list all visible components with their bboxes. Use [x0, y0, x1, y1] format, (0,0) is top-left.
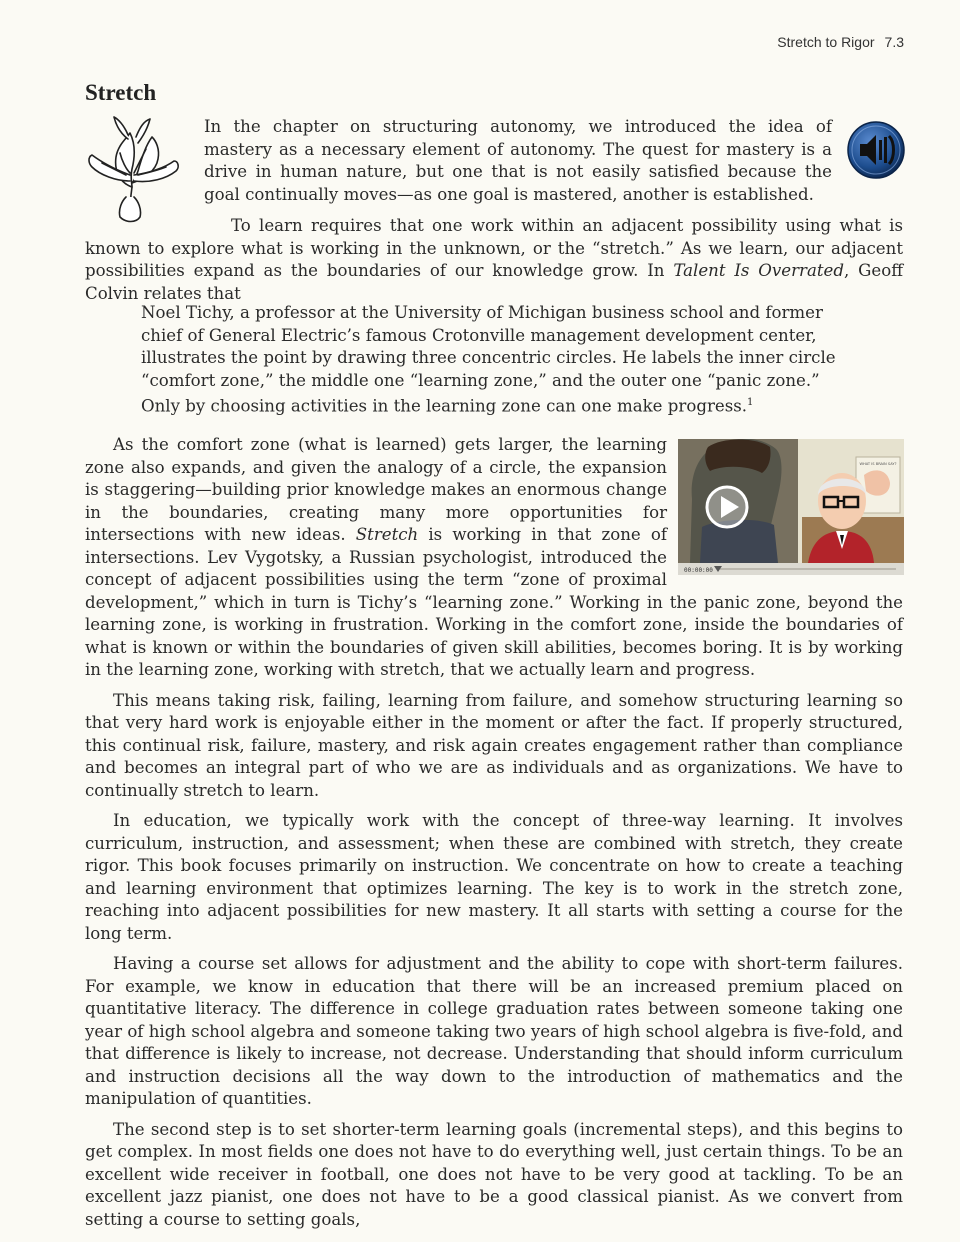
intro-paragraph: In the chapter on structuring autonomy, we introduced the idea of mastery as a necessary element of autonomy. The quest for mastery is a drive in human nature, but one that is not easily satisfied because the goal continually moves—as one goal is mastered, another is established. — [204, 117, 832, 204]
poster-sign-text: WHAT IS BRAIN SAY? — [859, 462, 897, 466]
speaker-icon[interactable] — [846, 120, 906, 180]
book-title: Talent Is Overrated — [673, 261, 844, 280]
video-timestamp: 00:00:00 — [684, 567, 713, 574]
page-number: 7.3 — [884, 34, 904, 50]
block-quote — [141, 302, 849, 418]
learn-paragraph-block — [85, 215, 903, 305]
play-icon[interactable] — [705, 485, 749, 529]
comfort-text-before: As the comfort zone (what is learned) gets larger, the learning zone also expands, and given the analogy of a circle, the expansion is staggering—building prior knowledge makes an enormous change in the boundaries, creating many more opportunities for intersections with new ideas. — [85, 435, 667, 544]
learn-paragraph — [85, 215, 903, 305]
section-title: Stretch — [85, 80, 157, 105]
video-player[interactable] — [678, 439, 904, 575]
risk-paragraph: This means taking risk, failing, learning from failure, and somehow structuring learning so that very hard work is enjoyable either in the moment or after the fact. If properly structured, this continual risk, failure, mastery, and risk again creates engagement rather than compliance and becomes an integral part of who we are as individuals and as organizations. We have to continually stretch to learn. — [85, 690, 903, 800]
running-title: Stretch to Rigor — [777, 34, 875, 50]
course-paragraph: Having a course set allows for adjustment and the ability to cope with short-term failures. For example, we know in education that there will be an increased premium placed on quantitative literacy. The difference in college graduation rates between someone taking one year of high school algebra and someone taking two years of high school algebra is five-fold, and that difference is likely to increase, not decrease. Understanding that should inform curriculum and instruction decisions all the way down to the introduction of mathematics and the manipulation of quantities. — [85, 954, 903, 1108]
learn-text-before: To learn requires that one work within an adjacent possibility using what is known to explore what is working in the unknown, or the “stretch.” As we learn, our adjacent possibilities expand as the boundaries of our knowledge grow. In — [85, 216, 903, 280]
footnote-marker: 1 — [747, 397, 754, 408]
education-paragraph: In education, we typically work with the concept of three-way learning. It involves curriculum, instruction, and assessment; when these are combined with stretch, they create rigor. This book focuses primarily on instruction. We concentrate on how to create a teaching and learning environment that optimizes learning. The key is to work in the stretch zone, reaching into adjacent possibilities for new mastery. It all starts with setting a course for the long term. — [85, 811, 903, 943]
running-header — [777, 34, 904, 50]
comfort-text-after: is working in that zone of intersections. Lev Vygotsky, a Russian psychologist, introduced the concept of adjacent possibilities using the term “zone of proximal development,” which in turn is Tichy’s “learning zone.” Working in the panic zone, beyond the learning zone, is working in frustration. Working in the comfort zone, inside the boundaries of what is known or within the boundaries of given skill abilities, becomes boring. It is by working in the learning zone, working with stretch, that we actually learn and progress. — [85, 525, 903, 679]
learn-text-after: , Geoff Colvin relates that — [85, 261, 903, 303]
second-step-paragraph: The second step is to set shorter-term learning goals (incremental steps), and this begins to get complex. In most fields one does not have to do everything well, just certain things. To be an excellent wide receiver in football, one does not have to be very good at tackling. To be an excellent jazz pianist, one does not have to be a good classical pianist. As we convert from setting a course to setting goals, — [85, 1119, 903, 1229]
stretch-term: Stretch — [355, 525, 419, 544]
quote-text: Noel Tichy, a professor at the University of Michigan business school and former chief of General Electric’s famous Crotonville management development center, illustrates the point by drawing three concentric circles. He labels the inner circle “comfort zone,” the middle one “learning zone,” and the outer one “panic zone.” Only by choosing activities in the learning zone can one make progress. — [141, 303, 836, 416]
